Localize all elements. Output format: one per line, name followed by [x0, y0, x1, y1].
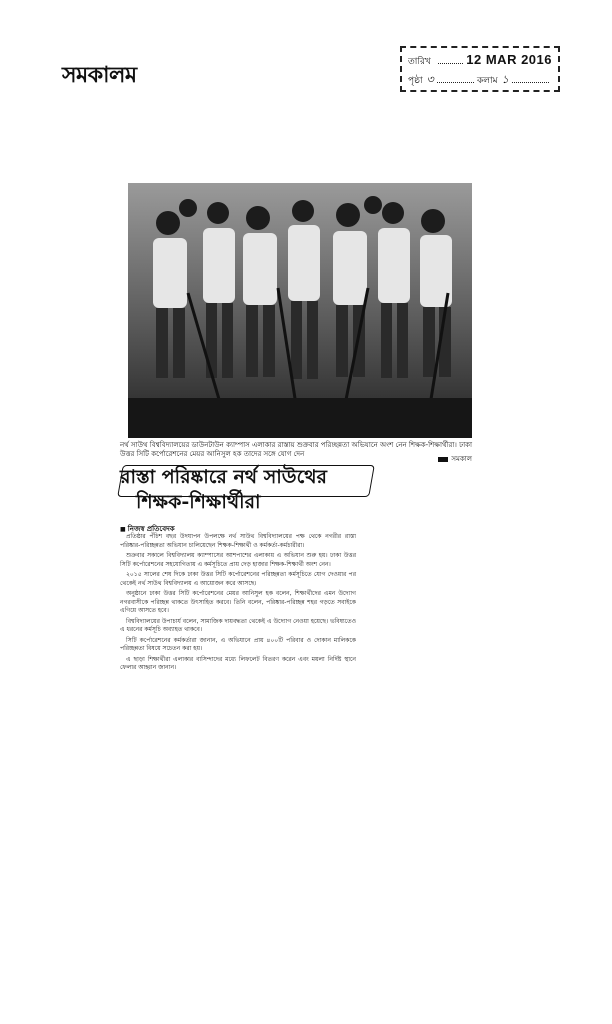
caption-text: নর্থ সাউথ বিশ্ববিদ্যালয়ের ডাউনটাউন ক্যাম্পাস এলাকার রাস্তায় শুক্রবার পরিচ্ছন্নতা অভিযানে অংশ নেন শিক্ষক-শিক্ষার্থীরা। ঢাকা উত্তর সিটি কর্পোরেশনের মেয়র আনিসুল হক তাদের সঙ্গে যোগ দেন	[120, 441, 473, 458]
stamp-page-label: পৃষ্ঠা	[408, 76, 423, 86]
stamp-column: ১	[501, 73, 509, 86]
date-stamp	[400, 46, 560, 92]
photo-crowd-icon	[128, 183, 472, 438]
stamp-page: ৩	[426, 73, 434, 86]
stamp-date-label: তারিখ	[408, 57, 431, 67]
paragraph: বিশ্ববিদ্যালয়ের উপাচার্য বলেন, সামাজিক দায়বদ্ধতা থেকেই এ উদ্যোগ নেওয়া হয়েছে। ভবিষ্যতেও এ ধরনের কর্মসূচি অব্যাহত থাকবে।	[120, 617, 356, 633]
masthead: সমকালম	[62, 62, 137, 88]
paragraph: অনুষ্ঠানে ঢাকা উত্তর সিটি কর্পোরেশনের মেয়র আনিসুল হক বলেন, শিক্ষার্থীদের এমন উদ্যোগ নগরবাসীকে পরিচ্ছন্ন থাকতে উৎসাহিত করবে। তিনি বলেন, পরিষ্কার-পরিচ্ছন্ন শহর গড়তে সবাইকে এগিয়ে আসতে হবে।	[120, 590, 356, 614]
article-body	[120, 533, 356, 675]
paragraph: সিটি কর্পোরেশনের কর্মকর্তারা জানান, এ অভিযানে প্রায় ৪০০টি পরিবার ও দোকান মালিককে পরিচ্ছন্নতা বিষয়ে সচেতন করা হয়।	[120, 636, 356, 652]
paragraph: শুক্রবার সকালে বিশ্ববিদ্যালয় ক্যাম্পাসের আশপাশের এলাকায় এ অভিযান শুরু হয়। ঢাকা উত্তর সিটি কর্পোরেশনের সহযোগিতায় এ কর্মসূচিতে প্রায় দেড় হাজার শিক্ষক-শিক্ষার্থী অংশ নেন।	[120, 552, 356, 568]
byline: ■ নিজস্ব প্রতিবেদক	[120, 523, 175, 535]
photo-caption	[120, 441, 476, 463]
paragraph: ২০১৫ সালের শেষ দিকে ঢাকা উত্তর সিটি কর্পোরেশনের পরিচ্ছন্নতা কর্মসূচিতে যোগ দেওয়ার পর থেকেই নর্থ সাউথ বিশ্ববিদ্যালয় এ আয়োজন করে আসছে।	[120, 571, 356, 587]
headline	[120, 465, 368, 515]
photo-credit: সমকাল	[438, 455, 472, 464]
paragraph: প্রতিষ্ঠার পঁচিশ বছর উদযাপন উপলক্ষে নর্থ সাউথ বিশ্ববিদ্যালয়ের পক্ষ থেকে নগরীর রাস্তা পরিষ্কার-পরিচ্ছন্নতা অভিযান চালিয়েছেন শিক্ষক-শিক্ষার্থী ও কর্মকর্তা-কর্মচারীরা।	[120, 533, 356, 549]
headline-line-1: রাস্তা পরিষ্কারে নর্থ সাউথের	[120, 466, 327, 488]
stamp-column-label: কলাম	[477, 76, 498, 86]
headline-box	[117, 465, 375, 497]
headline-line-2: শিক্ষক-শিক্ষার্থীরা	[136, 491, 261, 513]
stamp-date: 12 MAR 2016	[466, 52, 552, 67]
news-photo	[128, 183, 472, 438]
paragraph: এ ছাড়া শিক্ষার্থীরা এলাকার বাসিন্দাদের মধ্যে লিফলেট বিতরণ করেন এবং ময়লা নির্দিষ্ট স্থানে ফেলার আহ্বান জানান।	[120, 655, 356, 671]
